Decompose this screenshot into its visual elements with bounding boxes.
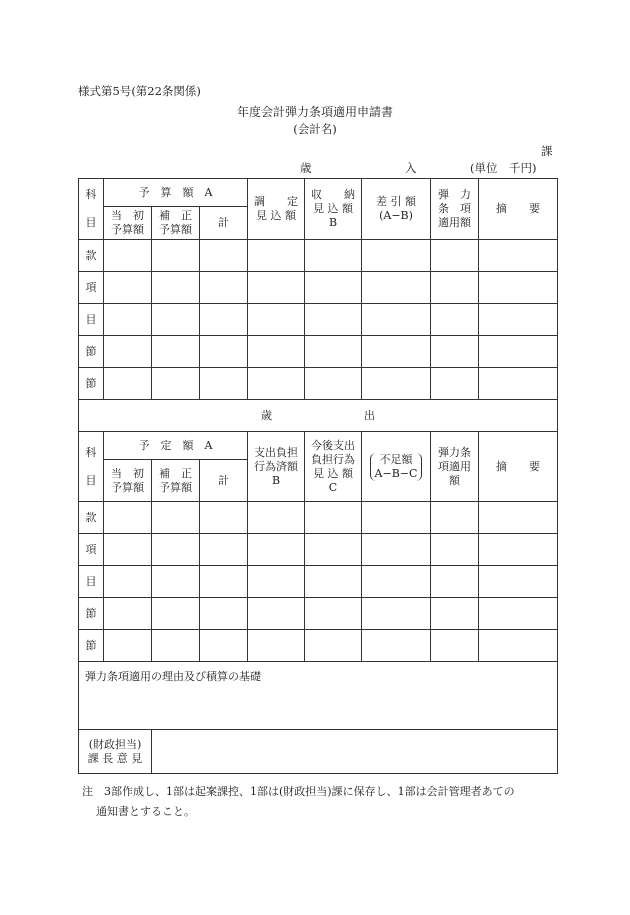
cell[interactable] [200, 598, 248, 630]
footnote-line-1: 注 3部作成し、1部は起案課控、1部は(財政担当)課に保存し、1部は会計管理者あての [82, 785, 515, 798]
cell[interactable] [305, 566, 362, 598]
cell[interactable] [104, 240, 152, 272]
cell[interactable] [431, 240, 479, 272]
cell[interactable] [200, 272, 248, 304]
cell[interactable] [200, 630, 248, 662]
cell[interactable] [431, 534, 479, 566]
cell[interactable] [305, 368, 362, 400]
rev-row-label: 節 [79, 368, 104, 400]
exp-committed-header: 支出負担 行為済額 B [248, 432, 305, 502]
table-row [79, 502, 558, 534]
cell[interactable] [104, 502, 152, 534]
cell[interactable] [104, 368, 152, 400]
form-number: 様式第5号(第22条関係) [78, 84, 201, 98]
rev-remarks-header: 摘 要 [479, 179, 558, 240]
cell[interactable] [200, 368, 248, 400]
exp-revised-header: 補 正 予算額 [152, 460, 200, 502]
cell[interactable] [200, 534, 248, 566]
cell[interactable] [200, 240, 248, 272]
exp-initial-header: 当 初 予算額 [104, 460, 152, 502]
cell[interactable] [431, 304, 479, 336]
table-row [79, 368, 558, 400]
cell[interactable] [431, 502, 479, 534]
cell[interactable] [152, 240, 200, 272]
cell[interactable] [104, 534, 152, 566]
cell[interactable] [104, 336, 152, 368]
cell[interactable] [248, 502, 305, 534]
cell[interactable] [305, 336, 362, 368]
rev-elastic-header: 弾 力 条 項 適用額 [431, 179, 479, 240]
cell[interactable] [200, 566, 248, 598]
cell[interactable] [248, 304, 305, 336]
cell[interactable] [431, 630, 479, 662]
rev-row-label: 項 [79, 272, 104, 304]
rev-row-label: 款 [79, 240, 104, 272]
cell[interactable] [362, 368, 431, 400]
cell[interactable] [104, 598, 152, 630]
exp-future-header: 今後支出 負担行為 見 込 額 C [305, 432, 362, 502]
cell[interactable] [479, 336, 558, 368]
cell[interactable] [362, 598, 431, 630]
cell[interactable] [152, 598, 200, 630]
footnote-line-2: 通知書とすること。 [96, 805, 195, 818]
cell[interactable] [248, 598, 305, 630]
finance-opinion-field[interactable] [152, 730, 558, 774]
unit-label: (単位 千円) [470, 161, 537, 175]
exp-row-label: 項 [79, 534, 104, 566]
cell[interactable] [104, 566, 152, 598]
exp-remarks-header: 摘 要 [479, 432, 558, 502]
cell[interactable] [152, 502, 200, 534]
cell[interactable] [479, 272, 558, 304]
cell[interactable] [479, 368, 558, 400]
exp-category-header: 科 目 [79, 432, 104, 502]
finance-opinion-label: (財政担当) 課 長 意 見 [79, 730, 152, 774]
cell[interactable] [104, 630, 152, 662]
cell[interactable] [362, 304, 431, 336]
cell[interactable] [248, 566, 305, 598]
rev-row-label: 節 [79, 336, 104, 368]
document-title: 年度会計弾力条項適用申請書 [236, 105, 393, 119]
cell[interactable] [362, 534, 431, 566]
cell[interactable] [479, 566, 558, 598]
cell[interactable] [431, 336, 479, 368]
cell[interactable] [431, 598, 479, 630]
cell[interactable] [305, 630, 362, 662]
rev-row-label: 目 [79, 304, 104, 336]
cell[interactable] [152, 272, 200, 304]
cell[interactable] [362, 336, 431, 368]
cell[interactable] [248, 534, 305, 566]
rev-initial-header: 当 初 予算額 [104, 207, 152, 240]
cell[interactable] [479, 598, 558, 630]
exp-elastic-header: 弾力条 項適用 額 [431, 432, 479, 502]
cell[interactable] [362, 630, 431, 662]
table-row [79, 272, 558, 304]
cell[interactable] [248, 240, 305, 272]
cell[interactable] [479, 304, 558, 336]
footnote [82, 782, 562, 822]
rev-revised-header: 補 正 予算額 [152, 207, 200, 240]
cell[interactable] [431, 368, 479, 400]
cell[interactable] [305, 534, 362, 566]
exp-row-label: 款 [79, 502, 104, 534]
rev-collection-header: 収 納 見 込 額 B [305, 179, 362, 240]
revenue-heading-char-2: 入 [405, 161, 417, 175]
table-row [79, 240, 558, 272]
cell[interactable] [479, 630, 558, 662]
cell[interactable] [104, 304, 152, 336]
cell[interactable] [152, 304, 200, 336]
account-name: (会計名) [293, 122, 337, 136]
cell[interactable] [200, 336, 248, 368]
cell[interactable] [305, 304, 362, 336]
exp-row-label: 目 [79, 566, 104, 598]
reason-field[interactable] [79, 662, 558, 730]
table-row [79, 598, 558, 630]
rev-difference-header: 差 引 額 (A−B) [362, 179, 431, 240]
section-label: 課 [541, 144, 553, 158]
cell[interactable] [362, 502, 431, 534]
cell[interactable] [362, 566, 431, 598]
cell[interactable] [479, 240, 558, 272]
cell[interactable] [152, 566, 200, 598]
cell[interactable] [479, 502, 558, 534]
cell[interactable] [305, 240, 362, 272]
exp-row-label: 節 [79, 598, 104, 630]
exp-total-header: 計 [200, 460, 248, 502]
rev-total-header: 計 [200, 207, 248, 240]
cell[interactable] [248, 368, 305, 400]
reason-label: 弾力条項適用の理由及び積算の基礎 [85, 670, 261, 683]
exp-row-label: 節 [79, 630, 104, 662]
cell[interactable] [479, 534, 558, 566]
cell[interactable] [200, 502, 248, 534]
cell[interactable] [200, 304, 248, 336]
table-row [79, 336, 558, 368]
cell[interactable] [248, 630, 305, 662]
application-table [78, 178, 558, 774]
cell[interactable] [248, 272, 305, 304]
table-row [79, 630, 558, 662]
cell[interactable] [104, 272, 152, 304]
cell[interactable] [152, 630, 200, 662]
exp-shortage-header: 不足額 A−B−C [362, 432, 431, 502]
table-row [79, 566, 558, 598]
cell[interactable] [305, 502, 362, 534]
cell[interactable] [152, 368, 200, 400]
cell[interactable] [362, 240, 431, 272]
cell[interactable] [305, 598, 362, 630]
rev-category-header: 科 目 [79, 179, 104, 240]
rev-adjusted-header: 調 定 見 込 額 [248, 179, 305, 240]
expenditure-heading: 歳 出 [79, 400, 558, 432]
cell[interactable] [152, 336, 200, 368]
revenue-heading-char-1: 歳 [300, 161, 312, 175]
exp-budget-header: 予 定 額 A [104, 432, 248, 460]
table-row [79, 534, 558, 566]
cell[interactable] [305, 272, 362, 304]
table-row [79, 304, 558, 336]
rev-budget-header: 予 算 額 A [104, 179, 248, 207]
cell[interactable] [248, 336, 305, 368]
cell[interactable] [431, 566, 479, 598]
cell[interactable] [152, 534, 200, 566]
cell[interactable] [362, 272, 431, 304]
cell[interactable] [431, 272, 479, 304]
